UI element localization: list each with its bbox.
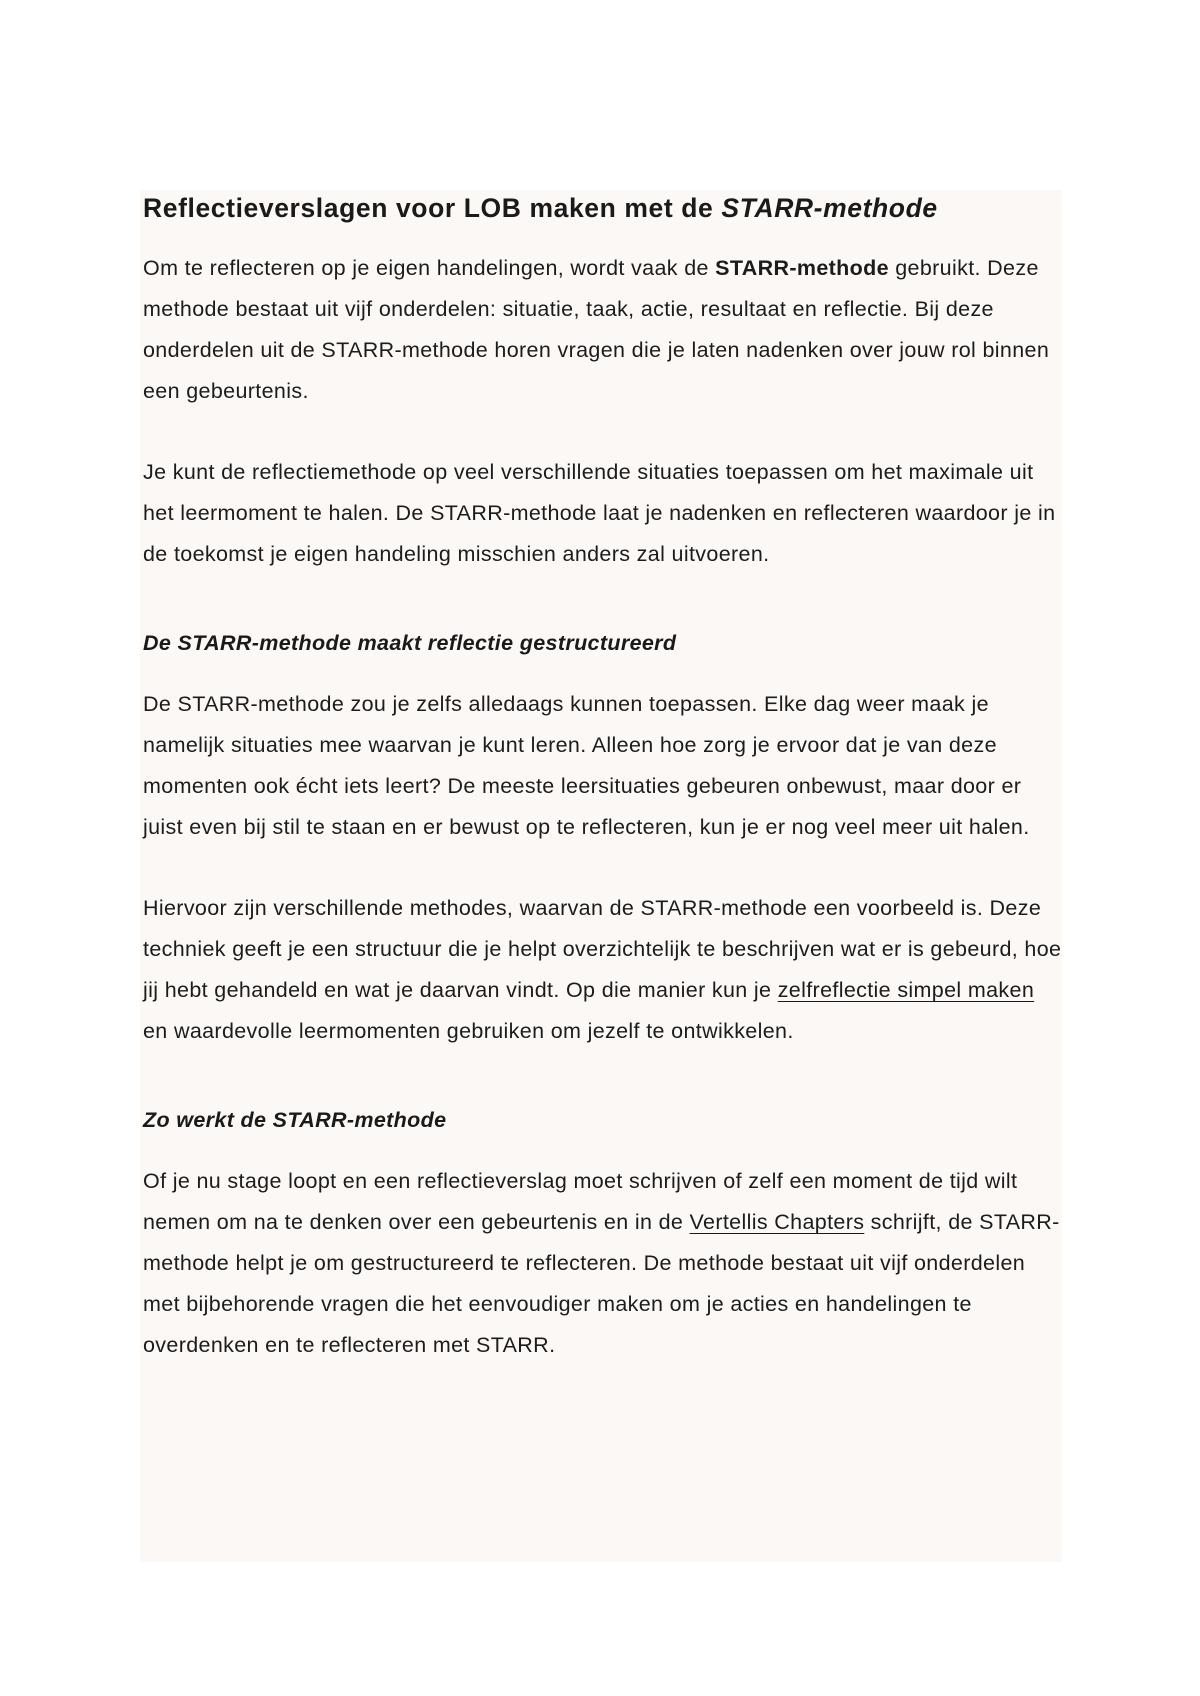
para4-after: en waardevolle leermomenten gebruiken om jezelf te ontwikkelen. [143,1019,794,1043]
para1-before: Om te reflecteren op je eigen handelingen, wordt vaak de [143,256,716,280]
page-title [143,188,1063,228]
para5-after: schrijft, de STARR-methode helpt je om gestructureerd te reflecteren. De methode bestaat uit vijf onderdelen met bijbehorende vragen die het eenvoudiger maken om je acties en handelingen te overdenken en te reflecteren met STARR. [143,1210,1060,1357]
vertellis-chapters-link[interactable]: Vertellis Chapters [689,1210,865,1234]
zelfreflectie-link[interactable]: zelfreflectie simpel maken [777,978,1035,1002]
para1-after: gebruikt. Deze methode bestaat uit vijf onderdelen: situatie, taak, actie, resultaat en reflectie. Bij deze onderdelen uit de STARR-methode horen vragen die je laten nadenken over jouw rol binnen een gebeurtenis. [143,256,1050,403]
paragraph-intro [143,248,1063,412]
subheading-gestructureerd: De STARR-methode maakt reflectie gestructureerd [143,631,677,655]
article [143,188,1063,1366]
para5-before: Of je nu stage loopt en een reflectieverslag moet schrijven of zelf een moment de tijd wilt nemen om na te denken over een gebeurtenis en in de [143,1169,1018,1234]
subheading-zo-werkt: Zo werkt de STARR-methode [143,1108,447,1132]
para4-before: Hiervoor zijn verschillende methodes, waarvan de STARR-methode een voorbeeld is. Deze techniek geeft je een structuur die je helpt overzichtelijk te beschrijven wat er is gebeurd, hoe jij hebt gehandeld en wat je daarvan vindt. Op die manier kun je [143,896,1062,1002]
paragraph-toepassen: Je kunt de reflectiemethode op veel verschillende situaties toepassen om het maximale uit het leermoment te halen. De STARR-methode laat je nadenken en reflecteren waardoor je in de toekomst je eigen handeling misschien anders zal uitvoeren. [143,460,1056,566]
para1-bold: STARR-methode [715,256,889,280]
title-main: Reflectieverslagen voor LOB maken met de [143,193,722,223]
paragraph-alledaags: De STARR-methode zou je zelfs alledaags kunnen toepassen. Elke dag weer maak je namelijk situaties mee waarvan je kunt leren. Alleen hoe zorg je ervoor dat je van deze momenten ook écht iets leert? De meeste leersituaties gebeuren onbewust, maar door er juist even bij stil te staan en er bewust op te reflecteren, kun je er nog veel meer uit halen. [143,692,1030,839]
paragraph-methodes [143,888,1063,1052]
title-italic: STARR-methode [721,193,938,223]
paragraph-stage [143,1161,1063,1366]
